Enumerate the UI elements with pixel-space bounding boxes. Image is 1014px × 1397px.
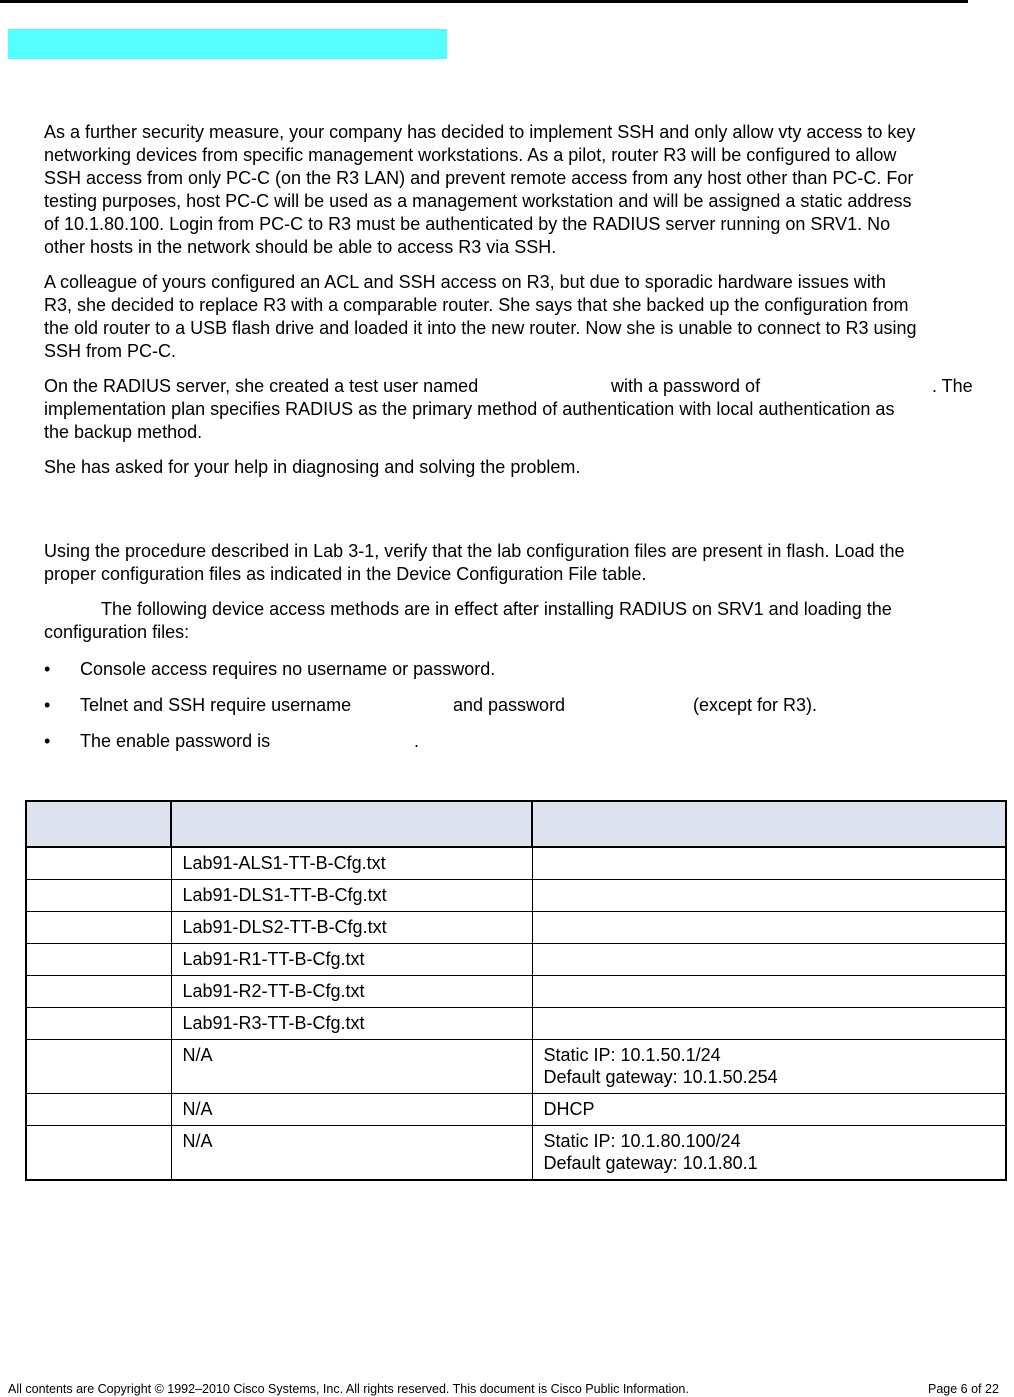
table-header-row xyxy=(26,801,1006,847)
cell-text: N/A xyxy=(182,1099,213,1119)
table-cell xyxy=(171,1126,532,1181)
table-cell xyxy=(26,944,171,976)
table-row xyxy=(26,1126,1006,1181)
table-cell xyxy=(532,944,1006,976)
table-cell xyxy=(26,976,171,1008)
table-cell xyxy=(26,1126,171,1181)
cell-text: Default gateway: 10.1.80.1 xyxy=(543,1153,758,1173)
text-line: R3, she decided to replace R3 with a comparable router. She says that she backed up the configuration from xyxy=(44,295,909,315)
table-cell xyxy=(532,847,1006,880)
table-cell xyxy=(532,880,1006,912)
text-line: As a further security measure, your company has decided to implement SSH and only allow vty access to key xyxy=(44,122,916,142)
scenario-p3-part3: . The xyxy=(932,376,973,396)
header-cell xyxy=(26,801,171,847)
table-row xyxy=(26,880,1006,912)
text-line: networking devices from specific management workstations. As a pilot, router R3 will be configured to allow xyxy=(44,145,897,165)
cell-text: Static IP: 10.1.80.100/24 xyxy=(543,1131,741,1151)
text-line: SSH access from only PC-C (on the R3 LAN) and prevent remote access from any host other than PC-C. For xyxy=(44,168,914,188)
text-line: other hosts in the network should be able to access R3 via SSH. xyxy=(44,237,557,257)
cell-text: N/A xyxy=(182,1131,213,1151)
text-line: proper configuration files as indicated in the Device Configuration File table. xyxy=(44,564,647,584)
cell-text: N/A xyxy=(182,1045,213,1065)
highlight-bar xyxy=(8,29,447,59)
text-line: SSH from PC-C. xyxy=(44,341,177,361)
table-cell xyxy=(532,1094,1006,1126)
table-row xyxy=(26,847,1006,880)
table-cell xyxy=(26,912,171,944)
header-rule xyxy=(0,0,968,3)
bullet-3-part2: . xyxy=(414,731,420,751)
cell-text: Lab91-DLS2-TT-B-Cfg.txt xyxy=(182,917,387,937)
bullet-2-part2: and password xyxy=(453,695,566,715)
cell-text: Lab91-R2-TT-B-Cfg.txt xyxy=(182,981,365,1001)
bullet-1: Console access requires no username or password. xyxy=(80,659,496,679)
bullet-2-part1: Telnet and SSH require username xyxy=(80,695,352,715)
table-row xyxy=(26,1094,1006,1126)
bullet-icon: • xyxy=(44,695,51,715)
footer-copyright: All contents are Copyright © 1992–2010 Cisco Systems, Inc. All rights reserved. This document is Cisco Public Information. xyxy=(8,1382,689,1396)
table-cell xyxy=(171,912,532,944)
cell-text: Lab91-ALS1-TT-B-Cfg.txt xyxy=(182,853,386,873)
cell-text: Default gateway: 10.1.50.254 xyxy=(543,1067,778,1087)
text-line: implementation plan specifies RADIUS as the primary method of authentication with local authentication as xyxy=(44,399,895,419)
table-row xyxy=(26,912,1006,944)
text-line: testing purposes, host PC-C will be used as a management workstation and will be assigned a static address xyxy=(44,191,912,211)
table-cell xyxy=(532,1040,1006,1094)
table-cell xyxy=(532,1008,1006,1040)
table-row xyxy=(26,944,1006,976)
table-row xyxy=(26,1008,1006,1040)
table-cell xyxy=(171,1094,532,1126)
table-cell xyxy=(171,976,532,1008)
scenario-paragraph-4: She has asked for your help in diagnosing and solving the problem. xyxy=(44,457,581,477)
header-cell xyxy=(532,801,1006,847)
scenario-p3-part2: with a password of xyxy=(611,376,761,396)
text-line: A colleague of yours configured an ACL and SSH access on R3, but due to sporadic hardware issues with xyxy=(44,272,886,292)
footer-page-number: Page 6 of 22 xyxy=(928,1382,999,1396)
table-cell xyxy=(171,944,532,976)
table-cell xyxy=(171,847,532,880)
text-line: the old router to a USB flash drive and loaded it into the new router. Now she is unable to connect to R3 using xyxy=(44,318,917,338)
bullet-icon: • xyxy=(44,731,51,751)
cell-text: Static IP: 10.1.50.1/24 xyxy=(543,1045,721,1065)
table-cell xyxy=(26,1040,171,1094)
text-line: Using the procedure described in Lab 3-1, verify that the lab configuration files are present in flash. Load the xyxy=(44,541,905,561)
bullet-3-part1: The enable password is xyxy=(80,731,271,751)
table-cell xyxy=(171,1040,532,1094)
bullet-icon: • xyxy=(44,659,51,679)
table-cell xyxy=(532,976,1006,1008)
table-cell xyxy=(171,1008,532,1040)
table-cell xyxy=(532,1126,1006,1181)
cell-text: DHCP xyxy=(543,1099,595,1119)
device-config-table xyxy=(25,800,1007,1181)
table-cell xyxy=(26,880,171,912)
cell-text: Lab91-DLS1-TT-B-Cfg.txt xyxy=(182,885,387,905)
scenario-p3-part1: On the RADIUS server, she created a test user named xyxy=(44,376,479,396)
cell-text: Lab91-R1-TT-B-Cfg.txt xyxy=(182,949,365,969)
text-line: the backup method. xyxy=(44,422,203,442)
note-line-2: configuration files: xyxy=(44,622,190,642)
table-cell xyxy=(26,1008,171,1040)
bullet-2-part3: (except for R3). xyxy=(693,695,818,715)
note-line-1: The following device access methods are in effect after installing RADIUS on SRV1 and loading the xyxy=(101,599,892,619)
table-row xyxy=(26,1040,1006,1094)
header-cell xyxy=(171,801,532,847)
table-cell xyxy=(532,912,1006,944)
table-cell xyxy=(171,880,532,912)
table-cell xyxy=(26,847,171,880)
table-cell xyxy=(26,1094,171,1126)
cell-text: Lab91-R3-TT-B-Cfg.txt xyxy=(182,1013,365,1033)
text-line: of 10.1.80.100. Login from PC-C to R3 must be authenticated by the RADIUS server running on SRV1. No xyxy=(44,214,891,234)
table-row xyxy=(26,976,1006,1008)
